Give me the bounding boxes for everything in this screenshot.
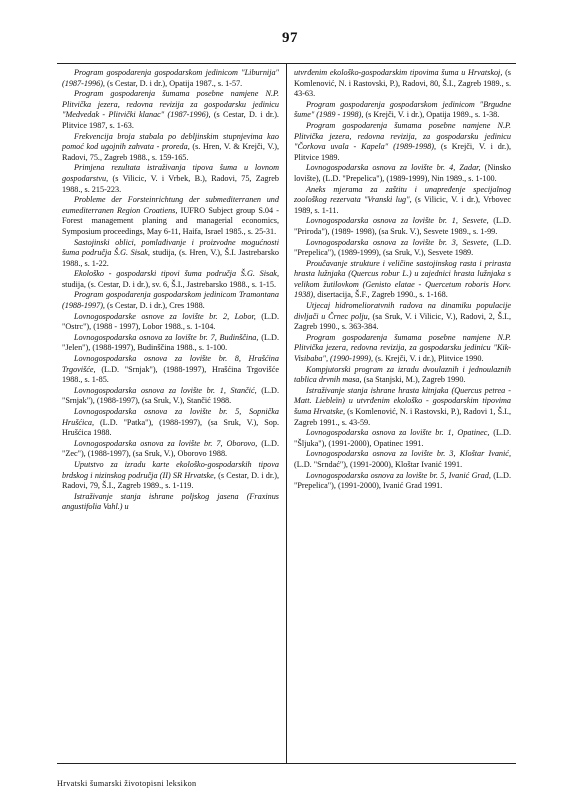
entry-title: Lovnogospodarska osnova za lovište br. 3, Sesvete,: [306, 237, 489, 247]
bibliography-entry: [62, 333, 279, 354]
entry-details: (s Cestar, D. i dr.), Opatija 1987., s. 1-57.: [104, 78, 243, 88]
bibliography-entry: [62, 407, 279, 439]
entry-title: Uputstvo za izradu karte ekološko-gospodarskih tipova brdskog i nizinskog područja (II) SR Hrvatske,: [62, 459, 279, 480]
bibliography-entry: [62, 68, 279, 89]
entry-title: Lovnogospodarska osnova za lovište br. 1, Opatinec,: [306, 428, 490, 438]
entry-details: (s Krejči, V. i dr.), Opatija 1989., s. 1-38.: [363, 110, 500, 120]
entry-details: (sa Stanjski, M.), Zagreb 1990.: [361, 375, 466, 385]
bibliography-entry: [294, 471, 511, 492]
entry-title: Utjecaj hidromelioratvnih radova na dinamiku populacije divljači u Črnec polju,: [294, 301, 511, 321]
entry-title: Program gospodarenja šumama posebne namjene N.P. Plitvička jezera, redovna revizija, za gospodarsku jedinicu "Kik-Visibaba", (1990-1999),: [294, 332, 511, 364]
entry-details: (L.D. "Prepelica"), (1991-2000), Ivanić Grad 1991.: [294, 470, 511, 491]
entry-title: Lovnogospodarska osnova za lovište br. 7, Budinščina,: [74, 332, 259, 342]
entry-title: Lovnogospodarska osnova za lovište br. 1, Stančić,: [74, 385, 257, 395]
entry-title: Program gospodarenja gospodarskom jedinicom "Brgudne šume" (1989 - 1998),: [294, 99, 511, 120]
bibliography-entry: [294, 121, 511, 163]
entry-details: studija, (s. Cestar, D. i dr.), sv. 6, Š.I., Jastrebarsko 1988., s. 1-15.: [62, 279, 277, 289]
entry-title: Frekvencija broja stabala po debljinskim stupnjevima kao pomoć kod ugojnih zahvata - proreda,: [62, 131, 279, 152]
bibliography-entry: [294, 449, 511, 470]
right-column: [294, 68, 511, 492]
bibliography-entry: [294, 333, 511, 365]
entry-title: Program gospodarenja šumama posebne namjene N.P. Plitvička jezera, redovna revizija, za gospodarsku jedinicu "Čorkova uvala - Kapela" (1989-1998),: [294, 120, 511, 152]
entry-title: Istraživanje stanja ishrane poljskog jasena (Fraxinus angustifolia Vahl.) u: [62, 491, 279, 512]
entry-title: Lovnogospodarska osnova za lovište br. 4, Zadar,: [306, 163, 481, 173]
entry-title: Lovnogospodarske osnove za lovište br. 2, Lobor,: [74, 311, 256, 321]
entry-details: (L.D. "Prepelica"), (1989-1999), (sa Sruk, V.), Sesvete 1989.: [294, 237, 511, 258]
bibliography-entry: [62, 269, 279, 290]
bottom-rule: [57, 763, 516, 764]
entry-details: (sa Sruk, V. i Vilicic, V.), Radovi, 2, Š.I., Zagreb 1990., s. 363-384.: [294, 311, 511, 332]
entry-details: (L.D. "Zec"), (1988-1997), (sa Sruk, V.), Oborovo 1988.: [62, 438, 280, 459]
entry-details: (s Cestar, D. i dr.), Radovi, 79, Š.I., Zagreb 1989., s. 1-119.: [62, 470, 279, 491]
entry-title: Lovnogospodarska osnova za lovište br. 8, Hrašćina Trgovišće,: [62, 354, 279, 374]
entry-details: (s Vilicic, V. i dr.), Vrbovec 1989, s. 1-11.: [294, 195, 511, 215]
left-column: [62, 68, 279, 513]
entry-details: (s Komlenović, N. i Rastovski, P.), Radovi, 80, Š.I., Zagreb 1989., s. 43-63.: [294, 68, 511, 99]
entry-details: (s Cestar, D. i dr.). Plitvice 1987, s. 1-63.: [62, 110, 279, 130]
bibliography-entry: [294, 238, 511, 259]
entry-title: Program gospodarenja gospodarskom jedinicom Tramontana (1988-1997),: [62, 290, 279, 311]
bibliography-entry: [62, 439, 279, 460]
entry-details: (L.D. "Srndać"), (1991-2000), Kloštar Ivanić 1991.: [294, 459, 463, 469]
entry-details: (L.D. "Srnjak"), (1988-1997), Hrašćina Trgovišće 1988., s. 1-85.: [62, 364, 279, 385]
entry-details: (s Komlenović, N. i Rastovski, P.), Radovi 1, Š.I., Zagreb 1991., s. 43-59.: [294, 407, 511, 427]
bibliography-entry: [62, 290, 279, 311]
entry-details: (s Cestar, D. i dr.), Cres 1988.: [104, 301, 205, 311]
bibliography-entry: [62, 132, 279, 164]
bibliography-entry: [294, 163, 511, 184]
bibliography-entry: [62, 89, 279, 131]
entry-title: Lovnogospodarska osnova za lovište br. 1, Sesvete,: [306, 216, 489, 226]
bibliography-entry: [294, 185, 511, 217]
entry-details: (s. Hren, V. & Krejči, V.), Radovi, 75., Zagreb 1988., s. 159-165.: [62, 142, 280, 162]
bibliography-entry: [62, 238, 279, 270]
entry-details: IUFRO Subject group S.04 -Forest management planing and managerial economics, Symposium proceedings, May 6-11, Haifa, Israel 1985., s. 25-31.: [62, 205, 279, 236]
entry-title: Lovnogospodarska osnova za lovište br. 3, Kloštar Ivanić,: [306, 449, 511, 459]
entry-title: Ekološko - gospodarski tipovi šuma područja Š.G. Sisak,: [74, 269, 279, 279]
bibliography-entry: [294, 68, 511, 100]
entry-details: (s Krejči, V. i dr.), Plitvice 1989.: [294, 142, 511, 162]
bibliography-entry: [294, 365, 511, 386]
bibliography-entry: [294, 100, 511, 121]
entry-title: Kompjutorski program za izradu dvoulaznih i jednoulaznih tablica drvnih masa,: [294, 364, 511, 385]
bibliography-entry: [62, 492, 279, 513]
entry-title: Sastojinski oblici, pomlađivanje i proizvodne mogućnosti šuma područja Š.G. Sisak,: [62, 237, 279, 258]
entry-title: Proučavanje strukture i veličine sastojinskog rasta i prirasta hrasta lužnjaka (Quercus robur L.) u zajednici hrasta lužnjaka s velikom žutilovkom (Genisto elatae - Quercetum roboris Horv. 1938),: [294, 258, 511, 300]
entry-details: (L.D. "Priroda"), (1989- 1998), (sa Sruk. V.), Sesvete 1989., s. 1-99.: [294, 216, 511, 236]
bibliography-entry: [294, 386, 511, 428]
entry-details: (Ninsko lovište), (L.D. "Prepelica"), (1989-1999), Nin 1989., s. 1-100.: [294, 163, 511, 183]
column-divider: [286, 63, 287, 763]
footer-text: Hrvatski šumarski životopisni leksikon: [57, 779, 197, 788]
bibliography-entry: [294, 428, 511, 449]
entry-details: (s. Krejči, V. i dr.), Plitvice 1990.: [373, 354, 484, 364]
entry-details: (L.D. "Šljuka"), (1991-2000), Opatinec 1991.: [294, 428, 511, 448]
entry-details: (L.D. "Srnjak"), (1988-1997), (sa Sruk, V.), Stančić 1988.: [62, 385, 280, 406]
entry-details: (L.D. "Jelen"), (1988-1997), Budinščina 1988., s. 1-100.: [62, 332, 279, 353]
bibliography-entry: [62, 163, 279, 195]
entry-details: (s Vilicic, V. i Vrbek, B.), Radovi, 75, Zagreb 1988., s. 215-223.: [62, 173, 279, 194]
entry-title: Program gospodarenja šumama posebne namjene N.P. Plitvička jezera, redovna revizija za gospodarsku jedinicu "Medvedak - Plitvički klanac" (1987-1996),: [62, 89, 279, 120]
bibliography-entry: [294, 216, 511, 237]
entry-details: (L.D. "Patka"), (1988-1997), (sa Sruk, V.), Sop. Hrušćica 1988.: [62, 417, 279, 438]
bibliography-entry: [62, 354, 279, 386]
entry-title: Lovnogospodarska osnova za lovište br. 5, Sopnička Hrušćica,: [62, 407, 279, 427]
entry-title: Lovnogospodarska osnova za lovište br. 7, Oborovo,: [74, 438, 258, 448]
bibliography-entry: [294, 259, 511, 301]
entry-title: utvrđenim ekološko-gospodarskim tipovima šuma u Hrvatskoj,: [294, 68, 503, 77]
page-number: 97: [282, 30, 298, 46]
entry-title: Aneks mjerama za zaštitu i unapređenje specijalnog zoološkog rezervata "Vranski lug",: [294, 184, 511, 205]
entry-title: Lovnogospodarska osnova za lovište br. 5, Ivanić Grad,: [306, 470, 491, 480]
entry-title: Probleme der Forsteinrichtung der submediterranen und eumediterranen Region Croatiens,: [62, 195, 279, 215]
entry-title: Istraživanje stanja ishrane hrasta kitnjaka (Quercus petrea - Matt. Liebleïn) u utvrđenim ekološko - gospodarskim tipovima šuma Hrvatske,: [294, 385, 511, 416]
entry-title: Program gospodarenja gospodarskom jedinicom "Liburnija" (1987-1996),: [62, 68, 279, 88]
bibliography-entry: [62, 312, 279, 333]
entry-title: Primjena rezultata istraživanja tipova šuma u lovnom gospodarstvu,: [62, 163, 279, 183]
bibliography-entry: [62, 195, 279, 237]
entry-details: studija, (s. Hren, V.), Š.I. Jastrebarsko 1988., s. 1-22.: [62, 248, 280, 268]
bibliography-entry: [294, 301, 511, 333]
entry-details: disertacija, Š.F., Zagreb 1990., s. 1-168.: [315, 290, 448, 300]
bibliography-entry: [62, 386, 279, 407]
bibliography-entry: [62, 460, 279, 492]
entry-details: (L.D. "Ostrc"), (1988 - 1997), Lobor 1988., s. 1-104.: [62, 311, 280, 332]
